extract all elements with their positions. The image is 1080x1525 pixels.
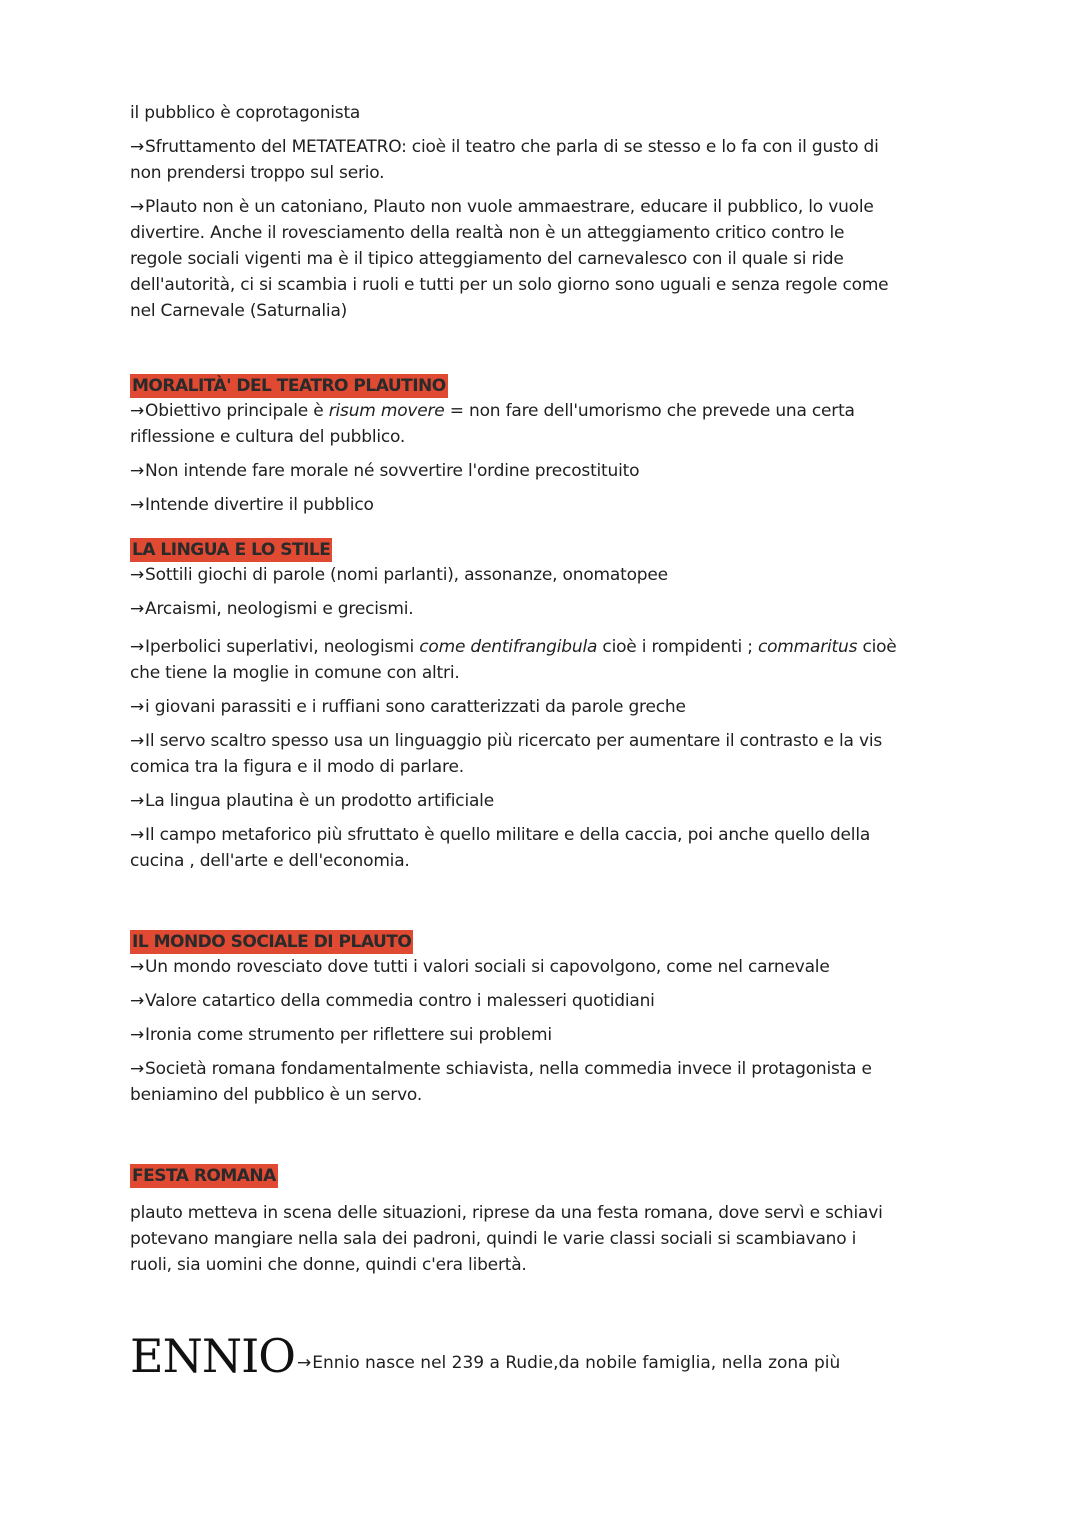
moralita-section	[130, 374, 945, 518]
arrow-icon: →	[130, 461, 145, 481]
arrow-icon: →	[130, 957, 145, 977]
lingua-bullet-4: →i giovani parassiti e i ruffiani sono caratterizzati da parole greche	[130, 697, 686, 717]
catoniano-line-4: dell'autorità, ci si scambia i ruoli e tutti per un solo giorno sono uguali e senza regole come	[130, 275, 889, 295]
arrow-icon: →	[130, 137, 145, 157]
lingua-bullet-3-cont: che tiene la moglie in comune con altri.	[130, 663, 460, 683]
catoniano-bullet: →Plauto non è un catoniano, Plauto non vuole ammaestrare, educare il pubblico, lo vuole	[130, 197, 874, 217]
ennio-section	[130, 1329, 841, 1383]
arrow-icon: →	[130, 599, 145, 619]
arrow-icon: →	[130, 825, 145, 845]
lingua-section	[130, 538, 945, 874]
arrow-icon: →	[130, 731, 145, 751]
ennio-intro: →Ennio nasce nel 239 a Rudie,da nobile famiglia, nella zona più	[296, 1353, 841, 1373]
arrow-icon: →	[130, 991, 145, 1011]
mondo-bullet-4-cont: beniamino del pubblico è un servo.	[130, 1085, 423, 1105]
catoniano-line-5: nel Carnevale (Saturnalia)	[130, 301, 348, 321]
moralita-bullet-1-cont: riflessione e cultura del pubblico.	[130, 427, 406, 447]
mondo-bullet-4: →Società romana fondamentalmente schiavista, nella commedia invece il protagonista e	[130, 1059, 872, 1079]
festa-line-1: plauto metteva in scena delle situazioni, riprese da una festa romana, dove servì e schiavi	[130, 1203, 883, 1223]
catoniano-line-3: regole sociali vigenti ma è il tipico atteggiamento del carnevalesco con il quale si ride	[130, 249, 844, 269]
mondo-bullet-3: →Ironia come strumento per riflettere sui problemi	[130, 1025, 552, 1045]
mondo-bullet-2: →Valore catartico della commedia contro i malesseri quotidiani	[130, 991, 655, 1011]
arrow-icon: →	[296, 1353, 312, 1373]
arrow-icon: →	[130, 495, 145, 515]
ennio-title: ENNIO	[130, 1329, 295, 1383]
festa-line-2: potevano mangiare nella sala dei padroni, quindi le varie classi sociali si scambiavano i	[130, 1229, 857, 1249]
catoniano-line-2: divertire. Anche il rovesciamento della realtà non è un atteggiamento critico contro le	[130, 223, 845, 243]
arrow-icon: →	[130, 637, 145, 657]
lingua-bullet-7: →Il campo metaforico più sfruttato è quello militare e della caccia, poi anche quello della	[130, 825, 871, 845]
lingua-bullet-5-cont: comica tra la figura e il modo di parlare.	[130, 757, 464, 777]
mondo-section	[130, 930, 945, 1108]
arrow-icon: →	[130, 197, 145, 217]
moralita-heading: MORALITÀ' DEL TEATRO PLAUTINO	[132, 376, 446, 396]
lingua-bullet-1: →Sottili giochi di parole (nomi parlanti), assonanze, onomatopee	[130, 565, 668, 585]
mondo-heading: IL MONDO SOCIALE DI PLAUTO	[132, 932, 412, 952]
arrow-icon: →	[130, 1025, 145, 1045]
lingua-bullet-6: →La lingua plautina è un prodotto artificiale	[130, 791, 494, 811]
lingua-heading: LA LINGUA E LO STILE	[132, 540, 331, 560]
lingua-bullet-7-cont: cucina , dell'arte e dell'economia.	[130, 851, 410, 871]
arrow-icon: →	[130, 791, 145, 811]
moralita-bullet-3: →Intende divertire il pubblico	[130, 495, 374, 515]
arrow-icon: →	[130, 565, 145, 585]
arrow-icon: →	[130, 1059, 145, 1079]
intro-line: il pubblico è coprotagonista	[130, 103, 361, 123]
arrow-icon: →	[130, 401, 145, 421]
festa-section	[130, 1164, 945, 1278]
lingua-bullet-3: →Iperbolici superlativi, neologismi come dentifrangibula cioè i rompidenti ; commaritus cioè	[130, 637, 897, 657]
lingua-bullet-2: →Arcaismi, neologismi e grecismi.	[130, 599, 414, 619]
festa-heading: FESTA ROMANA	[132, 1166, 276, 1186]
metateatro-bullet: →Sfruttamento del METATEATRO: cioè il teatro che parla di se stesso e lo fa con il gusto di	[130, 137, 879, 157]
moralita-bullet-2: →Non intende fare morale né sovvertire l'ordine precostituito	[130, 461, 640, 481]
arrow-icon: →	[130, 697, 145, 717]
moralita-bullet-1: →Obiettivo principale è risum movere = non fare dell'umorismo che prevede una certa	[130, 401, 855, 421]
mondo-bullet-1: →Un mondo rovesciato dove tutti i valori sociali si capovolgono, come nel carnevale	[130, 957, 830, 977]
lingua-bullet-5: →Il servo scaltro spesso usa un linguaggio più ricercato per aumentare il contrasto e la vis	[130, 731, 883, 751]
festa-line-3: ruoli, sia uomini che donne, quindi c'era libertà.	[130, 1255, 527, 1275]
metateatro-bullet-cont: non prendersi troppo sul serio.	[130, 163, 385, 183]
intro-block	[130, 100, 945, 324]
